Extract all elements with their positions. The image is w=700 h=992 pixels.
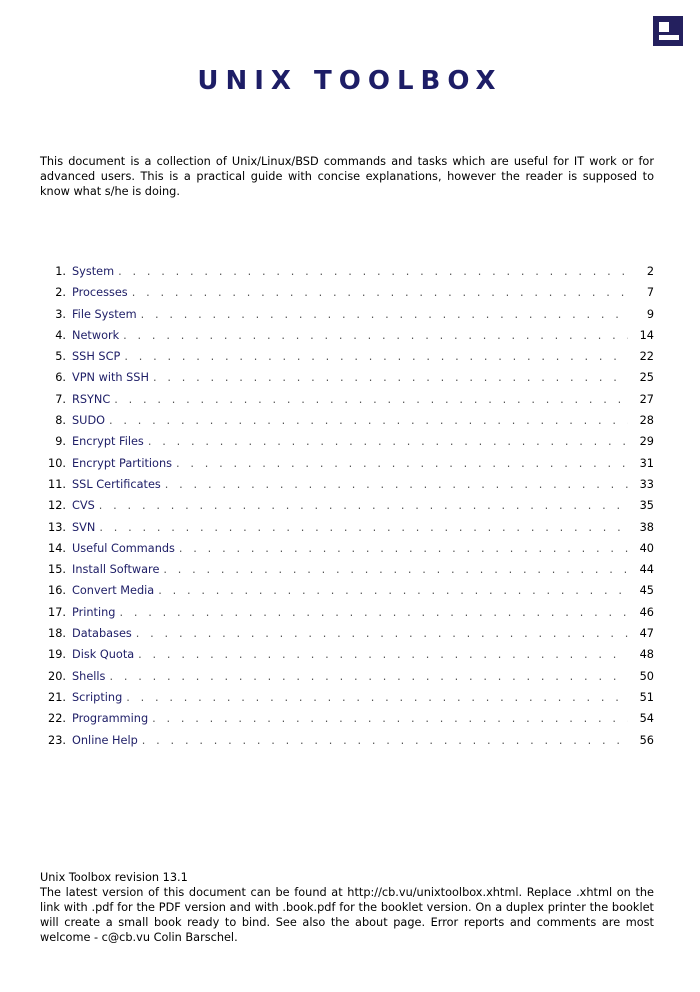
toc-item[interactable] xyxy=(40,563,654,584)
toc-item-link[interactable]: RSYNC xyxy=(72,392,111,406)
toc-leader-dots xyxy=(132,286,628,299)
toc-item-link[interactable]: Network xyxy=(72,328,120,342)
toc-item-number: 9. xyxy=(55,435,66,449)
toc-item-number: 23. xyxy=(48,733,66,747)
toc-leader-dots xyxy=(158,584,628,597)
toc-leader-dots xyxy=(152,712,628,725)
toc-item[interactable] xyxy=(40,712,654,733)
toc-item[interactable] xyxy=(40,670,654,691)
toc-item-link[interactable]: VPN with SSH xyxy=(72,371,149,385)
toc-item-number: 21. xyxy=(48,690,66,704)
toc-leader-dots xyxy=(119,606,628,619)
toc-item-link[interactable]: Disk Quota xyxy=(72,648,135,662)
toc-item[interactable] xyxy=(40,478,654,499)
intro-paragraph: This document is a collection of Unix/Linux/BSD commands and tasks which are useful for IT work or for advanced users. This is a practical guide with concise explanations, however the reader is supposed to know what s/he is doing. xyxy=(40,155,654,198)
toc-item-page: 44 xyxy=(639,563,654,577)
table-of-contents xyxy=(40,265,654,755)
toc-item-number: 13. xyxy=(48,520,66,534)
toc-item-link[interactable]: System xyxy=(72,265,115,278)
toc-item-link[interactable]: Processes xyxy=(72,286,128,300)
toc-item-page: 56 xyxy=(639,733,654,747)
revision-line: Unix Toolbox revision 13.1 xyxy=(40,871,188,884)
toc-item-link[interactable]: File System xyxy=(72,307,137,321)
toc-leader-dots xyxy=(109,414,628,427)
toc-item[interactable] xyxy=(40,265,654,286)
toc-item-page: 29 xyxy=(639,435,654,449)
toc-item[interactable] xyxy=(40,329,654,350)
toc-item-link[interactable]: Encrypt Partitions xyxy=(72,456,172,470)
toc-item-number: 8. xyxy=(55,414,66,428)
toc-item[interactable] xyxy=(40,627,654,648)
toc-item[interactable] xyxy=(40,371,654,392)
toc-leader-dots xyxy=(126,691,628,704)
footer-text: The latest version of this document can be found at http://cb.vu/unixtoolbox.xhtml. Replace .xhtml on the link with .pdf for the PDF version and with .book.pdf for the booklet version. On a duplex printer the booklet will create a small book ready to bind. See also the about page. Error reports and comments are most welcome - c@cb.vu Colin Barschel. xyxy=(40,886,654,944)
toc-item-page: 51 xyxy=(639,690,654,704)
toc-item-number: 16. xyxy=(48,584,66,598)
toc-leader-dots xyxy=(142,734,628,747)
toc-item-number: 4. xyxy=(55,328,66,342)
page-title: UNIX TOOLBOX xyxy=(197,66,503,96)
toc-item-page: 54 xyxy=(639,712,654,726)
toc-item-page: 33 xyxy=(639,477,654,491)
toc-leader-dots xyxy=(176,457,628,470)
toc-item-link[interactable]: Scripting xyxy=(72,690,123,704)
toc-item[interactable] xyxy=(40,542,654,563)
cb-logo-icon xyxy=(653,16,683,46)
toc-item-number: 6. xyxy=(55,371,66,385)
toc-item[interactable] xyxy=(40,499,654,520)
toc-item[interactable] xyxy=(40,606,654,627)
toc-item[interactable] xyxy=(40,435,654,456)
toc-leader-dots xyxy=(138,648,628,661)
toc-item-page: 7 xyxy=(646,286,654,300)
toc-leader-dots xyxy=(123,329,628,342)
toc-item-number: 11. xyxy=(48,477,66,491)
toc-leader-dots xyxy=(163,563,628,576)
toc-item-page: 28 xyxy=(639,414,654,428)
toc-item-number: 10. xyxy=(48,456,66,470)
toc-item-page: 35 xyxy=(639,499,654,513)
toc-item[interactable] xyxy=(40,350,654,371)
toc-item-page: 47 xyxy=(639,627,654,641)
toc-item-number: 7. xyxy=(55,392,66,406)
toc-item-page: 46 xyxy=(639,605,654,619)
toc-item-page: 22 xyxy=(639,350,654,364)
toc-item-link[interactable]: Databases xyxy=(72,627,132,641)
toc-item-page: 38 xyxy=(639,520,654,534)
toc-item-number: 17. xyxy=(48,605,66,619)
toc-leader-dots xyxy=(99,499,628,512)
toc-item[interactable] xyxy=(40,734,654,755)
toc-leader-dots xyxy=(99,521,628,534)
toc-item-link[interactable]: Convert Media xyxy=(72,584,155,598)
toc-item[interactable] xyxy=(40,584,654,605)
toc-item-number: 15. xyxy=(48,563,66,577)
toc-item[interactable] xyxy=(40,286,654,307)
toc-item-page: 27 xyxy=(639,392,654,406)
toc-leader-dots xyxy=(165,478,628,491)
toc-item-page: 2 xyxy=(646,265,654,278)
toc-item-page: 25 xyxy=(639,371,654,385)
toc-item-link[interactable]: Useful Commands xyxy=(72,541,175,555)
toc-item-page: 50 xyxy=(639,669,654,683)
toc-item[interactable] xyxy=(40,414,654,435)
toc-item-link[interactable]: Encrypt Files xyxy=(72,435,144,449)
toc-item-number: 2. xyxy=(55,286,66,300)
toc-item-link[interactable]: Install Software xyxy=(72,563,160,577)
toc-item-link[interactable]: Programming xyxy=(72,712,149,726)
toc-leader-dots xyxy=(124,350,628,363)
toc-item-page: 40 xyxy=(639,541,654,555)
toc-item-number: 3. xyxy=(55,307,66,321)
toc-item-link[interactable]: Printing xyxy=(72,605,116,619)
toc-item-link[interactable]: Online Help xyxy=(72,733,138,747)
toc-item-number: 14. xyxy=(48,541,66,555)
toc-item-number: 20. xyxy=(48,669,66,683)
toc-item-number: 5. xyxy=(55,350,66,364)
toc-leader-dots xyxy=(179,542,628,555)
toc-leader-dots xyxy=(148,435,628,448)
toc-item-number: 1. xyxy=(55,265,66,278)
toc-item-link[interactable]: SUDO xyxy=(72,414,106,428)
toc-item[interactable] xyxy=(40,691,654,712)
footer xyxy=(40,870,654,945)
toc-item-page: 45 xyxy=(639,584,654,598)
toc-item-number: 18. xyxy=(48,627,66,641)
toc-leader-dots xyxy=(118,265,628,278)
toc-leader-dots xyxy=(114,393,628,406)
toc-item-number: 22. xyxy=(48,712,66,726)
toc-item-number: 19. xyxy=(48,648,66,662)
toc-item-page: 14 xyxy=(639,328,654,342)
toc-item-link[interactable]: SVN xyxy=(72,520,96,534)
toc-item-link[interactable]: Shells xyxy=(72,669,106,683)
toc-leader-dots xyxy=(109,670,628,683)
toc-leader-dots xyxy=(136,627,628,640)
toc-item-link[interactable]: SSH SCP xyxy=(72,350,121,364)
toc-leader-dots xyxy=(153,371,628,384)
toc-item[interactable] xyxy=(40,648,654,669)
toc-item-page: 48 xyxy=(639,648,654,662)
toc-item[interactable] xyxy=(40,308,654,329)
toc-item-link[interactable]: CVS xyxy=(72,499,95,513)
toc-item[interactable] xyxy=(40,457,654,478)
toc-item-number: 12. xyxy=(48,499,66,513)
toc-item[interactable] xyxy=(40,521,654,542)
toc-item[interactable] xyxy=(40,393,654,414)
toc-item-page: 31 xyxy=(639,456,654,470)
toc-leader-dots xyxy=(141,308,628,321)
toc-item-page: 9 xyxy=(646,307,654,321)
toc-item-link[interactable]: SSL Certificates xyxy=(72,477,161,491)
